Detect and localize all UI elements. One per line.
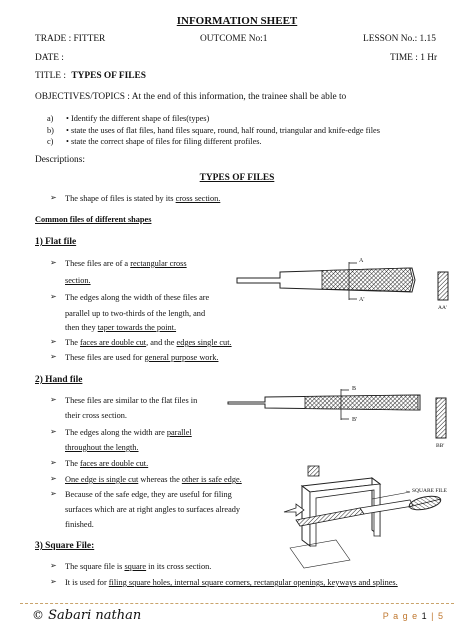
flat-label-a: A (359, 258, 364, 264)
arrow-bullet-icon: ➢ (50, 395, 57, 404)
arrow-bullet-icon: ➢ (50, 577, 57, 586)
hand-file-section (436, 398, 446, 438)
hand-label-b-prime: B' (352, 417, 358, 423)
objective-a: • Identify the different shape of files(types) (66, 114, 210, 123)
hand-file-heading: 2) Hand file (35, 375, 83, 385)
hand-bullet-2-line1: The edges along the width are parallel (65, 428, 192, 437)
flat-bullet-2-line3: then they taper towards the point. (65, 323, 177, 332)
trade-label: TRADE : FITTER (35, 34, 106, 44)
hand-bullet-3: The faces are double cut. (65, 459, 149, 468)
outcome-label: OUTCOME No:1 (200, 34, 268, 44)
hand-bullet-1-line1: These files are similar to the flat files in (65, 396, 198, 405)
page-number: P a g e 1 | 5 (382, 611, 444, 621)
arrow-bullet-icon: ➢ (50, 427, 57, 436)
descriptions-label: Descriptions: (35, 155, 85, 165)
flat-label-a-prime: A' (359, 297, 365, 303)
arrow-bullet-icon: ➢ (50, 352, 57, 361)
footer-divider (20, 603, 454, 604)
page-title: INFORMATION SHEET (176, 15, 298, 27)
hand-bullet-1-line2: their cross section. (65, 411, 127, 420)
hand-label-b: B (352, 386, 357, 392)
objective-marker-b: b) (47, 126, 54, 135)
square-file-callout: SQUARE FILE (412, 488, 447, 494)
arrow-bullet-icon: ➢ (50, 489, 57, 498)
copyright-icon: © (32, 608, 44, 622)
hand-bullet-5-line3: finished. (65, 520, 94, 529)
flat-bullet-2-line1: The edges along the width of these files are (65, 293, 210, 302)
title-prefix: TITLE : (35, 71, 66, 81)
objective-b: • state the uses of flat files, hand files square, round, half round, triangular and knife-edge files (66, 126, 380, 135)
lesson-label: LESSON No.: 1.15 (363, 34, 436, 44)
arrow-bullet-icon: ➢ (50, 258, 57, 267)
lesson-title (35, 71, 146, 82)
flat-bullet-4: These files are used for general purpose work. (65, 353, 219, 362)
flat-file-heading: 1) Flat file (35, 237, 77, 247)
hand-bullet-5-line2: surfaces which are at right angles to surfaces already (65, 505, 241, 514)
hand-bullet-4: One edge is single cut whereas the other is safe edge. (65, 475, 242, 484)
objectives-intro: OBJECTIVES/TOPICS : At the end of this information, the trainee shall be able to (35, 92, 347, 102)
square-bullet-2: It is used for filing square holes, internal square corners, rectangular openings, keyways and splines. (65, 578, 398, 587)
arrow-bullet-icon: ➢ (50, 193, 57, 202)
arrow-bullet-icon: ➢ (50, 474, 57, 483)
arrow-bullet-icon: ➢ (50, 561, 57, 570)
objective-c: • state the correct shape of files for filing different profiles. (66, 137, 262, 146)
title-value: TYPES OF FILES (71, 71, 146, 81)
square-file-illustration (284, 466, 442, 568)
flat-bullet-2-line2: parallel up to two-thirds of the length, and (65, 309, 206, 318)
hand-file-shape (228, 389, 420, 420)
flat-file-section (438, 272, 448, 300)
flat-bullet-1: These files are of a rectangular cross (65, 259, 187, 268)
square-file-heading: 3) Square File: (35, 541, 95, 551)
flat-bullet-1-line2: section. (65, 276, 91, 285)
common-files-heading: Common files of different shapes (35, 215, 152, 224)
time-label: TIME : 1 Hr (390, 53, 438, 63)
flat-bullet-3: The faces are double cut, and the edges single cut. (65, 338, 232, 347)
hand-label-section: BB' (436, 443, 445, 449)
section-title: TYPES OF FILES (199, 173, 275, 183)
footer-signature: © Sabari nathan (32, 608, 142, 623)
flat-label-section: AA' (438, 305, 447, 311)
hand-bullet-5-line1: Because of the safe edge, they are useful for filing (65, 490, 232, 499)
square-bullet-1: The square file is square in its cross section. (65, 562, 212, 571)
flat-file-shape (237, 262, 415, 300)
arrow-bullet-icon: ➢ (50, 458, 57, 467)
arrow-bullet-icon: ➢ (50, 292, 57, 301)
objective-marker-c: c) (47, 137, 54, 146)
objective-marker-a: a) (47, 114, 54, 123)
arrow-bullet-icon: ➢ (50, 337, 57, 346)
hand-bullet-2-line2: throughout the length. (65, 443, 139, 452)
shape-statement: The shape of files is stated by its cross section. (65, 194, 221, 203)
date-label: DATE : (35, 53, 64, 63)
